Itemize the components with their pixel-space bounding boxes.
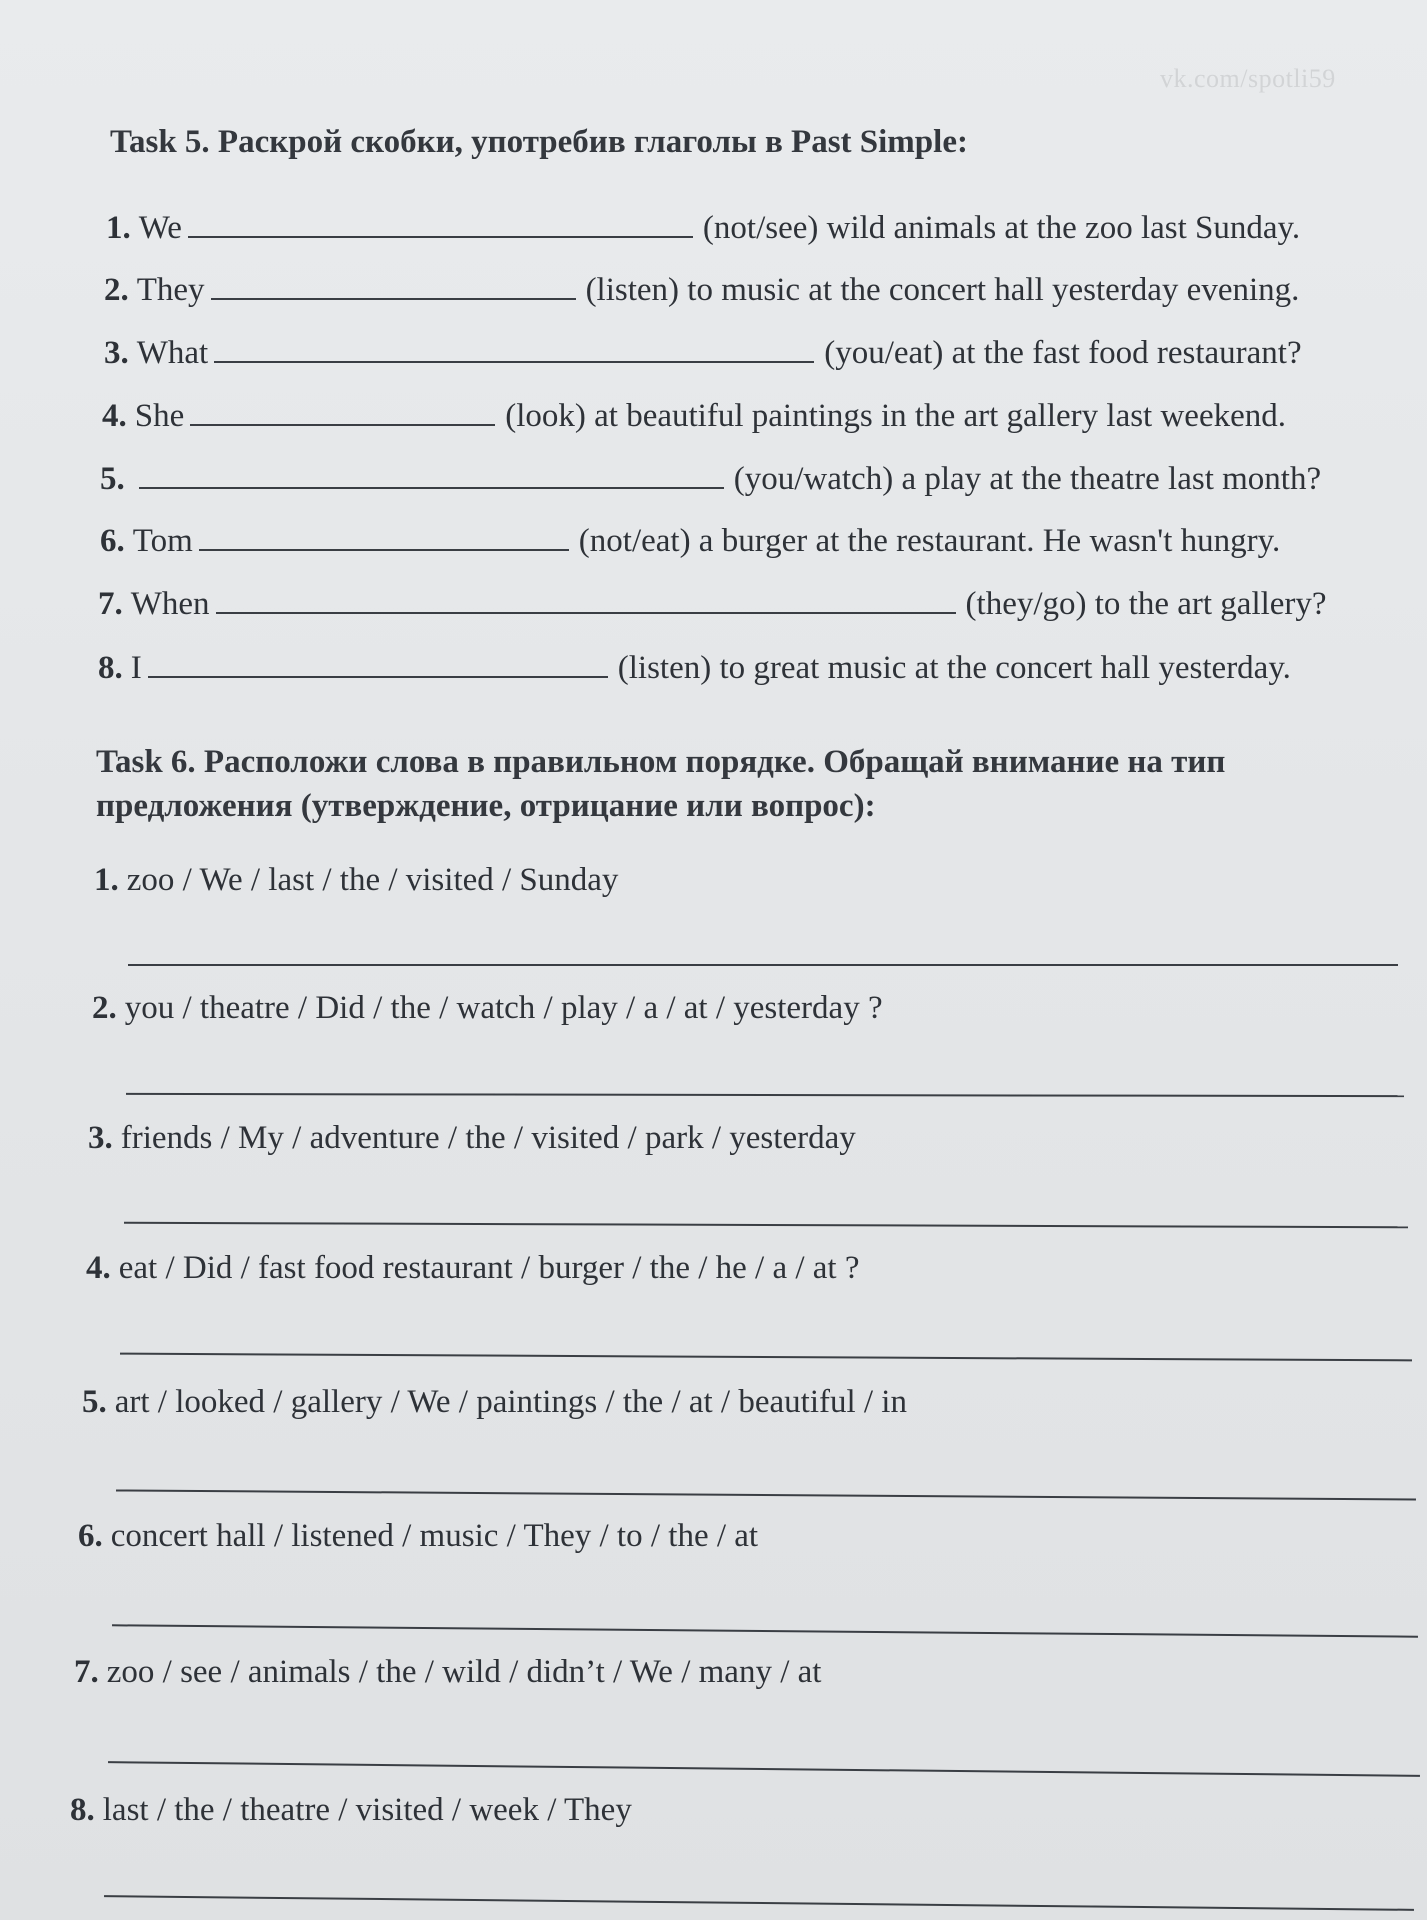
word-list: eat / Did / fast food restaurant / burger / the / he / a / at ? (118, 1250, 860, 1286)
word-list: you / theatre / Did / the / watch / play / a / at / yesterday ? (124, 990, 883, 1026)
item-rest-text: (look) at beautiful paintings in the art gallery last weekend. (505, 398, 1287, 434)
item-rest-text: (listen) to great music at the concert hall yesterday. (617, 650, 1291, 686)
item-lead-word: I (130, 650, 142, 686)
watermark: vk.com/spotli59 (1160, 64, 1336, 93)
item-lead-word: We (138, 210, 182, 246)
item-rest-text: (you/eat) at the fast food restaurant? (824, 335, 1302, 371)
answer-blank[interactable] (214, 333, 814, 363)
task5-item-6 (100, 521, 1280, 565)
answer-blank[interactable] (190, 396, 495, 426)
word-list: concert hall / listened / music / They / to / the / at (110, 1518, 759, 1554)
item-rest-text: (they/go) to the art gallery? (965, 586, 1327, 622)
item-number: 5. (82, 1384, 107, 1420)
task5-item-4 (102, 396, 1286, 440)
word-list: last / the / theatre / visited / week / They (102, 1792, 632, 1828)
answer-blank[interactable] (188, 208, 693, 238)
item-number: 6. (100, 523, 125, 559)
answer-line[interactable] (126, 1093, 1404, 1097)
item-number: 1. (106, 210, 131, 246)
item-lead-word: She (134, 398, 185, 434)
task5-item-7 (98, 584, 1327, 628)
item-rest-text: (not/eat) a burger at the restaurant. He wasn't hungry. (578, 523, 1281, 559)
item-number: 8. (70, 1792, 95, 1828)
item-number: 7. (74, 1654, 99, 1690)
item-number: 4. (102, 398, 127, 434)
answer-line[interactable] (104, 1895, 1414, 1911)
word-list: zoo / see / animals / the / wild / didn’t / We / many / at (106, 1654, 822, 1690)
task6-item-3 (88, 1120, 856, 1157)
item-number: 3. (88, 1120, 113, 1156)
item-lead-word: When (130, 586, 210, 622)
item-rest-text: (listen) to music at the concert hall yesterday evening. (585, 272, 1300, 308)
task5-item-5 (100, 459, 1321, 503)
item-lead-word: What (136, 335, 209, 371)
answer-blank[interactable] (148, 648, 608, 678)
item-number: 6. (78, 1518, 103, 1554)
task6-item-1 (94, 862, 618, 899)
item-rest-text: (you/watch) a play at the theatre last month? (733, 461, 1322, 497)
item-number: 7. (98, 586, 123, 622)
answer-line[interactable] (108, 1761, 1420, 1777)
answer-blank[interactable] (139, 459, 724, 489)
item-number: 5. (100, 461, 125, 497)
item-number: 8. (98, 650, 123, 686)
word-list: zoo / We / last / the / visited / Sunday (126, 862, 619, 898)
item-number: 2. (104, 272, 129, 308)
item-rest-text: (not/see) wild animals at the zoo last Sunday. (702, 210, 1301, 246)
task5-item-3 (104, 333, 1302, 377)
item-lead-word: Tom (132, 523, 193, 559)
answer-line[interactable] (112, 1624, 1418, 1637)
item-number: 4. (86, 1250, 111, 1286)
task6-item-5 (82, 1384, 907, 1421)
answer-blank[interactable] (216, 584, 956, 614)
task6-item-2 (92, 990, 883, 1027)
task5-item-2 (104, 270, 1299, 314)
task5-item-8 (98, 648, 1291, 692)
item-number: 2. (92, 990, 117, 1026)
answer-line[interactable] (124, 1222, 1408, 1228)
answer-blank[interactable] (211, 270, 576, 300)
task6-item-7 (74, 1654, 821, 1691)
task5-item-1 (106, 208, 1300, 252)
answer-line[interactable] (120, 1353, 1412, 1362)
item-lead-word: They (136, 272, 205, 308)
task6-item-8 (70, 1792, 632, 1829)
task6-item-6 (78, 1518, 758, 1555)
item-number: 3. (104, 335, 129, 371)
word-list: friends / My / adventure / the / visited / park / yesterday (120, 1120, 856, 1156)
answer-blank[interactable] (199, 521, 569, 551)
item-number: 1. (94, 862, 119, 898)
task5-heading: Task 5. Раскрой скобки, употребив глаголы в Past Simple: (110, 124, 968, 160)
task6-item-4 (86, 1250, 859, 1287)
task6-heading: Task 6. Расположи слова в правильном порядке. Обращай внимание на тип предложения (утверждение, отрицание или вопрос): (96, 744, 1226, 824)
word-list: art / looked / gallery / We / paintings / the / at / beautiful / in (114, 1384, 907, 1420)
answer-line[interactable] (128, 964, 1398, 966)
answer-line[interactable] (116, 1489, 1416, 1500)
